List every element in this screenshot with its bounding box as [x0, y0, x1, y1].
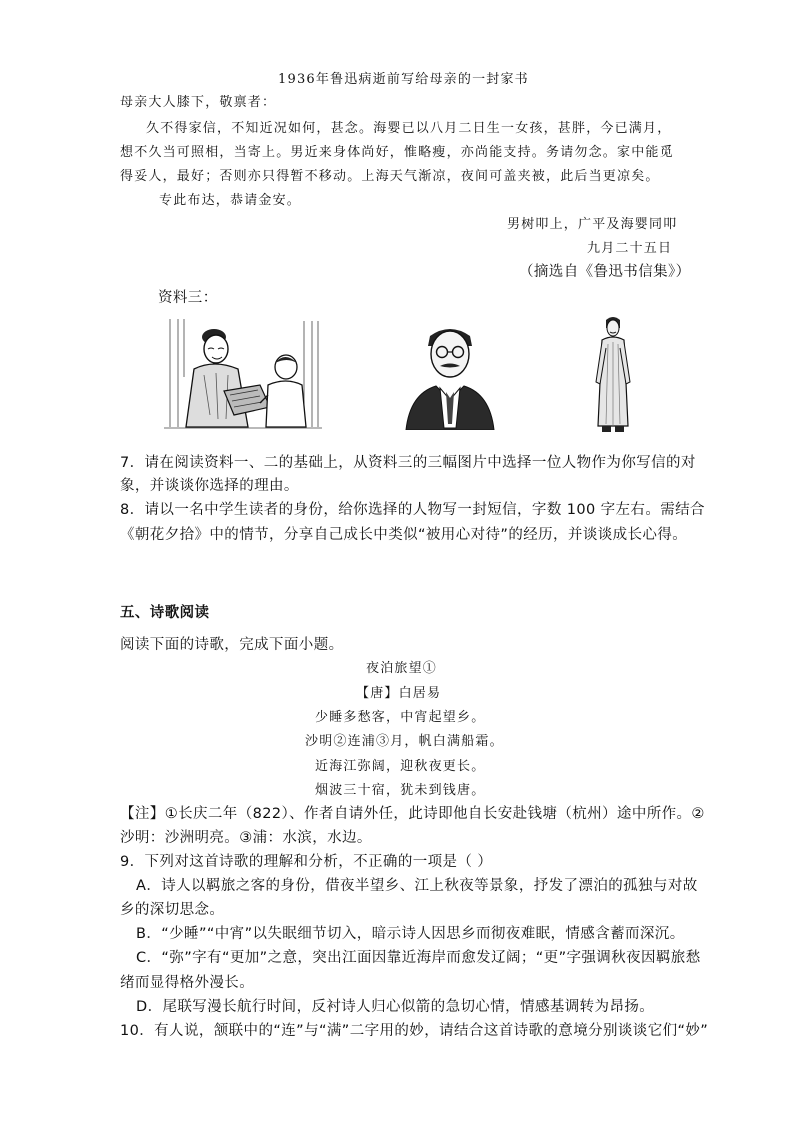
question-8-line-1: 8．请以一名中学生读者的身份，给你选择的人物写一封短信，字数 100 字左右。需结合: [120, 502, 705, 518]
section-5-heading: 五、诗歌阅读: [120, 605, 210, 621]
question-8-line-2: 《朝花夕拾》中的情节，分享自己成长中类似“被用心对待”的经历，并谈谈成长心得。: [120, 527, 688, 543]
question-9-option-a-line-1: A．诗人以羁旅之客的身份，借夜半望乡、江上秋夜等景象，抒发了漂泊的孤独与对故: [136, 878, 698, 894]
letter-title: 1936年鲁迅病逝前写给母亲的一封家书: [278, 72, 529, 87]
question-9-option-a-line-2: 乡的深切思念。: [120, 902, 225, 918]
question-7-line-2: 象，并谈谈你选择的理由。: [120, 478, 299, 494]
man-in-long-gown-illustration-icon: [588, 314, 638, 440]
man-in-glasses-portrait-icon: [396, 320, 504, 430]
question-9-stem: 9．下列对这首诗歌的理解和分析，不正确的一项是（ ）: [120, 854, 493, 870]
poem-line-4: 烟波三十宿，犹未到钱唐。: [315, 783, 486, 798]
poem-note-line-2: 沙明：沙洲明亮。③浦：水滨，水边。: [120, 830, 372, 846]
letter-line-2: 想不久当可照相，当寄上。男近来身体尚好，惟略瘦，亦尚能支持。务请勿念。家中能觅: [120, 145, 674, 160]
letter-line-3: 得妥人，最好；否则亦只得暂不移动。上海天气渐凉，夜间可盖夹被，此后当更凉矣。: [120, 169, 660, 184]
letter-closing: 专此布达，恭请金安。: [159, 193, 302, 208]
poem-line-1: 少睡多愁客，中宵起望乡。: [315, 710, 486, 725]
elderly-woman-and-boy-illustration-icon: [164, 317, 322, 431]
letter-source: （摘选自《鲁迅书信集》）: [519, 264, 691, 280]
poem-title: 夜泊旅望①: [366, 661, 438, 676]
poem-note-line-1: 【注】①长庆二年（822）、作者自请外任，此诗即他自长安赴钱塘（杭州）途中所作。②: [120, 806, 705, 822]
question-9-option-c-line-2: 绪而显得格外漫长。: [120, 975, 255, 991]
question-9-option-d: D．尾联写漫长航行时间，反衬诗人归心似箭的急切心情，情感基调转为昂扬。: [136, 999, 655, 1015]
section-5-instruction: 阅读下面的诗歌，完成下面小题。: [120, 637, 344, 653]
question-10-line-1: 10．有人说，颔联中的“连”与“满”二字用的妙，请结合这首诗歌的意境分别谈谈它们“妙”: [120, 1023, 709, 1039]
poem-line-2: 沙明②连浦③月，帆白满船霜。: [305, 734, 504, 749]
question-9-option-c-line-1: C．“弥”字有“更加”之意，突出江面因靠近海岸而愈发辽阔；“更”字强调秋夜因羁旅愁: [136, 950, 701, 966]
material3-label: 资料三：: [158, 290, 218, 306]
poem-line-3: 近海江弥阔，迎秋夜更长。: [315, 759, 486, 774]
question-9-option-b: B．“少睡”“中宵”以失眠细节切入，暗示诗人因思乡而彻夜难眠，情感含蓄而深沉。: [136, 926, 685, 942]
letter-signature: 男树叩上，广平及海婴同叩: [507, 217, 678, 232]
question-7-line-1: 7．请在阅读资料一、二的基础上，从资料三的三幅图片中选择一位人物作为你写信的对: [120, 455, 696, 471]
poem-author: 【唐】白居易: [356, 686, 442, 701]
letter-date: 九月二十五日: [587, 241, 673, 256]
letter-line-1: 久不得家信，不知近况如何，甚念。海婴已以八月二日生一女孩，甚胖，今已满月，: [146, 121, 672, 136]
letter-salutation: 母亲大人膝下，敬禀者：: [120, 95, 277, 110]
